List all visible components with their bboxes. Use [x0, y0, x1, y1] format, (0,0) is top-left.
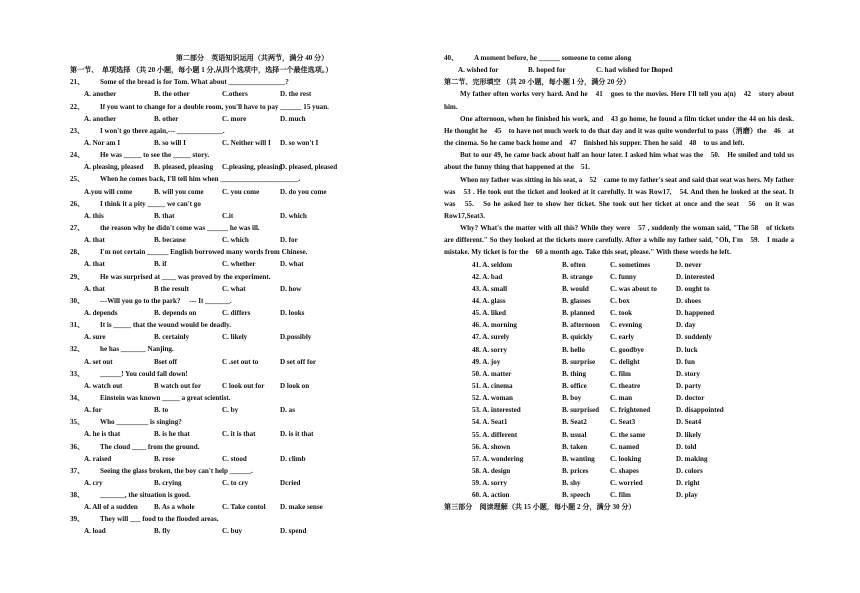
option-a: A. another [84, 114, 117, 123]
option-c: C. it is that [222, 430, 256, 439]
question-text: A moment before, he ______ someone to come along [474, 54, 632, 62]
option-b: B watch out for [154, 381, 202, 390]
question-stem [70, 465, 434, 477]
cloze-option-d: D. right [676, 479, 700, 488]
question-options [70, 137, 434, 149]
cloze-option-d: D. suddenly [676, 333, 712, 342]
cloze-option-d: D. fun [676, 357, 695, 366]
option-b: Bset off [154, 357, 178, 366]
option-c: C. had wished for D [596, 66, 657, 75]
option-b: B. will you come [154, 187, 204, 196]
question-text: Seeing the glass broken, the boy can't help ______. [100, 466, 253, 475]
question-stem [70, 222, 434, 234]
cloze-option-a: 46. A. morning [472, 321, 517, 330]
section2-title: 第二部分 英语知识运用（共两节，满分 40 分） [175, 54, 329, 62]
cloze-option-c: C. was about to [610, 284, 657, 293]
cloze-option-a: 50. A. matter [472, 369, 512, 378]
option-a: A. watch out [84, 381, 123, 390]
cloze-option-c: C. theatre [610, 382, 641, 391]
cloze-option-c: C. film [610, 491, 631, 500]
option-d: D. is it that [280, 430, 314, 439]
question-options [70, 210, 434, 222]
cloze-option-a: 48. A. sorry [472, 345, 508, 354]
mcq-list [70, 76, 434, 537]
option-c: C. what [222, 284, 246, 293]
question-options [70, 525, 434, 537]
option-a: A. depends [84, 308, 118, 317]
cloze-option-a: 47. A. surely [472, 333, 510, 342]
question-number: 28、 [70, 248, 85, 257]
cloze-option-row [444, 453, 794, 465]
cloze-option-d: D. making [676, 454, 708, 463]
cloze-option-d: D. happened [676, 309, 715, 318]
question-text: I think it a pity _____ we can't go [100, 199, 201, 208]
passage-paragraph: When my father was sitting in his seat, a 52 came to my father's seat and said that seat was hers. My father was 53 . He took out the ticket and looked at it carefully. It was Row17, 54. And then he looked at the seat. It was 55. So he asked her to show her ticket. She took out her ticket at once and the seat 56 on it was Row17,Seat3. [444, 175, 794, 220]
option-b: B. because [154, 236, 186, 245]
cloze-option-a: 53. A. interested [472, 406, 521, 415]
cloze-option-c: C. funny [610, 272, 637, 281]
option-a: A. wished for [458, 66, 499, 75]
option-a: A. for [84, 406, 102, 415]
option-c: C. Neither will I [222, 138, 271, 147]
option-b: B. to [154, 406, 169, 415]
cloze-option-a: 44. A. glass [472, 297, 506, 306]
cloze-options [444, 259, 794, 502]
right-column [444, 52, 794, 514]
cloze-option-row [444, 489, 794, 501]
option-b: B. depends on [154, 308, 197, 317]
passage-paragraph: But to our 49, he came back about half an hour later. I asked him what was the 50. He smiled and told us about the funny thing that happened at the 51. [444, 151, 794, 172]
option-d: D. the rest [280, 90, 312, 99]
left-column [70, 52, 434, 538]
mcq-list-continued [444, 52, 794, 76]
option-b: B. rose [154, 454, 175, 463]
cloze-option-row [444, 259, 794, 271]
option-d: D. for [280, 236, 298, 245]
cloze-option-a: 45. A. liked [472, 309, 506, 318]
option-a: A. that [84, 236, 105, 245]
cloze-option-d: D. likely [676, 430, 702, 439]
cloze-option-c: C. took [610, 309, 633, 318]
cloze-option-a: 42. A. bad [472, 272, 503, 281]
cloze-option-b: B. boy [562, 394, 582, 403]
option-d: hoped [654, 66, 673, 75]
option-b: B the result [154, 284, 189, 293]
option-d: D. do you come [280, 187, 327, 196]
question-text: the reason why he didn't come was ______ he was ill. [100, 223, 260, 232]
cloze-option-c: C. goodbye [610, 345, 644, 354]
question-options [70, 428, 434, 440]
cloze-option-b: B. thing [562, 369, 587, 378]
question-number: 36、 [70, 442, 85, 451]
cloze-option-b: B. hello [562, 345, 585, 354]
cloze-option-a: 58. A. design [472, 467, 511, 475]
question-text: I'm not certain ______ English borrowed many words from Chinese. [100, 248, 308, 257]
cloze-option-a: 43. A. small [472, 284, 508, 293]
cloze-option-c: C. sometimes [610, 260, 651, 269]
cloze-option-row [444, 331, 794, 343]
option-d: D. pleased, pleased [280, 163, 338, 172]
question-stem [70, 368, 434, 380]
question-stem [70, 343, 434, 355]
question-options [70, 283, 434, 295]
cloze-option-b: B. planned [562, 309, 595, 318]
question-stem [70, 271, 434, 283]
cloze-option-c: C. box [610, 297, 630, 306]
question-stem [70, 319, 434, 331]
cloze-option-b: B. strange [562, 272, 593, 281]
question-text: ---Will you go to the park? --- It _______. [100, 296, 232, 305]
option-b: B. As a whole [154, 503, 195, 512]
cloze-option-b: B. office [562, 382, 587, 391]
question-stem [70, 76, 434, 88]
option-c: C. which [222, 236, 249, 245]
cloze-option-row [444, 319, 794, 331]
question-text: It is _____ that the wound would be deadly. [100, 321, 232, 330]
option-d: D. how [280, 284, 302, 293]
option-c: C.others [222, 90, 248, 99]
passage-paragraph: Why? What's the matter with all this? While they were 57 , suddenly the woman said, "The 58 of tickets are different." So they looked at the tickets more carefully. After a while my father said, "Oh, I'm 59. I made a mistake. My ticket is for the 60 a month ago. Take this seat, please." With these words he left. [444, 224, 794, 257]
option-b: B. if [154, 260, 167, 269]
question-number: 25、 [70, 175, 85, 184]
option-c: C. to cry [222, 478, 249, 487]
cloze-option-b: B. prices [562, 467, 589, 475]
question-number: 39、 [70, 515, 85, 524]
option-a: A. that [84, 284, 105, 293]
cloze-option-c: C. worried [610, 479, 643, 488]
question-options [70, 380, 434, 392]
question-text: Some of the bread is for Tom. What about ________________? [100, 78, 289, 87]
question-stem [70, 101, 434, 113]
question-number: 40、 [444, 54, 459, 62]
question-options [70, 501, 434, 513]
cloze-option-b: B. shy [562, 479, 581, 488]
cloze-option-row [444, 429, 794, 441]
cloze-option-d: D. disappointed [676, 406, 724, 415]
cloze-option-row [444, 295, 794, 307]
cloze-option-row [444, 271, 794, 283]
cloze-option-b: B. Seat2 [562, 418, 587, 427]
option-a: A. he is that [84, 430, 121, 439]
option-b: B. the other [154, 90, 190, 99]
question-number: 29、 [70, 272, 85, 281]
question-number: 26、 [70, 199, 85, 208]
option-d: D look on [280, 381, 310, 390]
cloze-option-row [444, 465, 794, 477]
cloze-option-d: D. luck [676, 345, 698, 354]
question-number: 30、 [70, 296, 85, 305]
question-text: he has _______ Nanjing. [100, 345, 174, 354]
question-stem [70, 489, 434, 501]
question-options [70, 307, 434, 319]
question-stem [70, 246, 434, 258]
option-c: C .set out to [222, 357, 259, 366]
question-text: _______, the situation is good. [100, 491, 191, 500]
cloze-option-row [444, 307, 794, 319]
cloze-option-row [444, 416, 794, 428]
option-a: A. that [84, 260, 105, 269]
cloze-passage [444, 88, 794, 258]
cloze-option-b: B. afternoon [562, 321, 600, 330]
cloze-option-row [444, 356, 794, 368]
question-number: 38、 [70, 491, 85, 500]
reading-header: 第三部分 阅读理解（共 15 小题，每小题 2 分，满分 30 分） [444, 503, 636, 512]
question-stem [70, 441, 434, 453]
cloze-option-a: 57. A. wondering [472, 454, 524, 463]
question-text: When he comes back, I'll tell him when ______________________. [100, 175, 301, 184]
question-stem [70, 295, 434, 307]
option-a: A. All of a sudden [84, 503, 138, 512]
question-text: Einstein was known _____ a great scientist. [100, 393, 231, 402]
cloze-option-d: D. doctor [676, 394, 705, 403]
question-options [70, 404, 434, 416]
question-number: 35、 [70, 418, 85, 427]
question-number: 22、 [70, 102, 85, 111]
cloze-option-b: B. surprise [562, 357, 596, 366]
question-options [70, 356, 434, 368]
option-a: A. load [84, 527, 106, 536]
cloze-option-d: D. party [676, 382, 702, 391]
question-stem [70, 392, 434, 404]
option-c: C. likely [222, 333, 248, 342]
question-number: 24、 [70, 151, 85, 160]
option-a: A. Nor am I [84, 138, 121, 147]
cloze-option-c: C. looking [610, 454, 642, 463]
question-number: 21、 [70, 78, 85, 87]
option-a: A.you will come [84, 187, 133, 196]
option-a: A. raised [84, 454, 112, 463]
question-stem [444, 52, 794, 64]
question-number: 37、 [70, 466, 85, 475]
option-a: A. set out [84, 357, 113, 366]
option-d: D. much [280, 114, 306, 123]
question-options [70, 453, 434, 465]
cloze-option-row [444, 368, 794, 380]
cloze-option-a: 49. A. joy [472, 357, 501, 366]
cloze-option-c: C. Seat3 [610, 418, 636, 427]
option-b: B. certainly [154, 333, 190, 342]
option-c: C look out for [222, 381, 265, 390]
option-c: C. differs [222, 308, 251, 317]
cloze-option-d: D. told [676, 442, 697, 451]
option-a: A. this [84, 211, 104, 220]
option-d: D. spend [280, 527, 307, 536]
cloze-option-d: D. interested [676, 272, 715, 281]
cloze-option-b: B. glasses [562, 297, 591, 306]
cloze-option-b: B. quickly [562, 333, 593, 342]
question-options [444, 64, 794, 76]
option-c: C. stood [222, 454, 247, 463]
option-b: B. hoped for [528, 66, 566, 75]
cloze-option-c: C. man [610, 394, 633, 403]
option-d: D. what [280, 260, 304, 269]
cloze-option-c: C. shapes [610, 467, 639, 475]
cloze-option-a: 55. A. different [472, 430, 518, 439]
option-d: D.possibly [280, 333, 312, 342]
question-number: 34、 [70, 393, 85, 402]
question-options [70, 234, 434, 246]
cloze-option-c: C. early [610, 333, 635, 342]
passage-paragraph: My father often works very hard. And he 41 goes to the movies. Here I'll tell you a(n) 42 story about him. [444, 90, 794, 111]
cloze-option-c: C. evening [610, 321, 642, 330]
cloze-option-row [444, 404, 794, 416]
question-options [70, 161, 434, 173]
question-options [70, 477, 434, 489]
option-b: B. that [154, 211, 175, 220]
single-choice-header: 第一节、 单项选择 （共 20 小题，每小题 1 分,从四个选项中，选择一个最佳选项。） [70, 66, 333, 75]
question-text: I won't go there again,--- _____________. [100, 126, 225, 135]
option-a: A. pleasing, pleased [84, 163, 144, 172]
option-c: C. more [222, 114, 247, 123]
cloze-option-a: 60. A. action [472, 491, 510, 500]
cloze-option-a: 59. A. sorry [472, 479, 508, 488]
cloze-option-a: 52. A. woman [472, 394, 513, 403]
option-d: Dcried [280, 478, 301, 487]
question-stem [70, 513, 434, 525]
cloze-option-a: 54. A. Seat1 [472, 418, 508, 427]
cloze-option-row [444, 380, 794, 392]
question-options [70, 186, 434, 198]
option-b: B. other [154, 114, 179, 123]
question-number: 27、 [70, 223, 85, 232]
cloze-option-b: B. speech [562, 491, 591, 500]
cloze-option-d: D. play [676, 491, 698, 500]
cloze-option-b: B. wanting [562, 454, 595, 463]
question-text: He was surprised at ____ was proved by the experiment. [100, 272, 271, 281]
option-d: D set off for [280, 357, 317, 366]
cloze-option-c: C. named [610, 442, 640, 451]
cloze-option-c: C. the same [610, 430, 646, 439]
cloze-option-d: D. story [676, 369, 701, 378]
question-stem [70, 416, 434, 428]
cloze-option-a: 41. A. seldom [472, 260, 513, 269]
option-d: D. which [280, 211, 307, 220]
option-d: D. looks [280, 308, 305, 317]
cloze-option-d: D. ought to [676, 284, 710, 293]
option-b: B. fly [154, 527, 171, 536]
cloze-option-row [444, 441, 794, 453]
question-stem [70, 125, 434, 137]
question-options [70, 113, 434, 125]
option-d: D. make sense [280, 503, 323, 512]
cloze-option-d: D. shoes [676, 297, 701, 306]
question-number: 32、 [70, 345, 85, 354]
question-options [70, 88, 434, 100]
cloze-header: 第二节、完形填空 （共 20 小题，每小题 1 分，满分 20 分） [444, 78, 631, 87]
cloze-option-b: B. usual [562, 430, 587, 439]
question-text: He was _____ to see the _____ story. [100, 151, 210, 160]
cloze-option-row [444, 392, 794, 404]
cloze-option-row [444, 477, 794, 489]
option-a: A. sure [84, 333, 106, 342]
cloze-option-c: C. delight [610, 357, 640, 366]
question-stem [70, 198, 434, 210]
option-c: C. you come [222, 187, 260, 196]
option-c: C.it [222, 211, 234, 220]
question-stem [70, 149, 434, 161]
option-b: B. so will I [154, 138, 186, 147]
option-b: B. pleased, pleasing [154, 163, 214, 172]
question-text: The cloud ____ from the ground. [100, 442, 200, 451]
cloze-option-a: 56. A. shown [472, 442, 511, 451]
question-text: ______! You could fall down! [100, 369, 188, 378]
cloze-option-d: D. day [676, 321, 696, 330]
cloze-option-d: D. Seat4 [676, 418, 702, 427]
option-c: C. buy [222, 527, 243, 536]
question-number: 31、 [70, 321, 85, 330]
cloze-option-b: B. would [562, 284, 589, 293]
cloze-option-row [444, 344, 794, 356]
cloze-option-row [444, 283, 794, 295]
option-b: B. crying [154, 478, 182, 487]
question-text: Who _________ is singing? [100, 418, 182, 427]
question-options [70, 258, 434, 270]
question-number: 23、 [70, 126, 85, 135]
cloze-option-d: D. colors [676, 467, 703, 475]
option-d: D. climb [280, 454, 306, 463]
question-options [70, 331, 434, 343]
option-c: C. Take contol [222, 503, 266, 512]
cloze-option-b: B. often [562, 260, 586, 269]
option-d: D. so won't I [280, 138, 319, 147]
question-number: 33、 [70, 369, 85, 378]
option-a: A. another [84, 90, 117, 99]
option-a: A. cry [84, 478, 103, 487]
cloze-option-b: B. surprised [562, 406, 600, 415]
option-d: D. as [280, 406, 295, 415]
cloze-option-c: C. frightened [610, 406, 651, 415]
option-c: C. by [222, 406, 239, 415]
cloze-option-b: B. taken [562, 442, 588, 451]
cloze-option-c: C. film [610, 369, 631, 378]
cloze-option-a: 51. A. cinema [472, 382, 513, 391]
question-text: If you want to change for a double room, you'll have to pay ______ 15 yuan. [100, 102, 329, 111]
question-stem [70, 173, 434, 185]
question-text: They will ___ food to the flooded areas. [100, 515, 219, 524]
option-c: C. whether [222, 260, 256, 269]
option-b: B. is he that [154, 430, 190, 439]
option-c: C.pleasing, pleasing [222, 163, 283, 172]
passage-paragraph: One afternoon, when he finished his work, and 43 go home, he found a film ticket under the 44 on his desk. He thought he 45 to have not much work to do that day and it was quite wonderful to pass（消磨）the 46 at the cinema. So he came back home and 47 finished his supper. Then he said 48 to us and left. [444, 114, 794, 148]
cloze-option-d: D. never [676, 260, 702, 269]
